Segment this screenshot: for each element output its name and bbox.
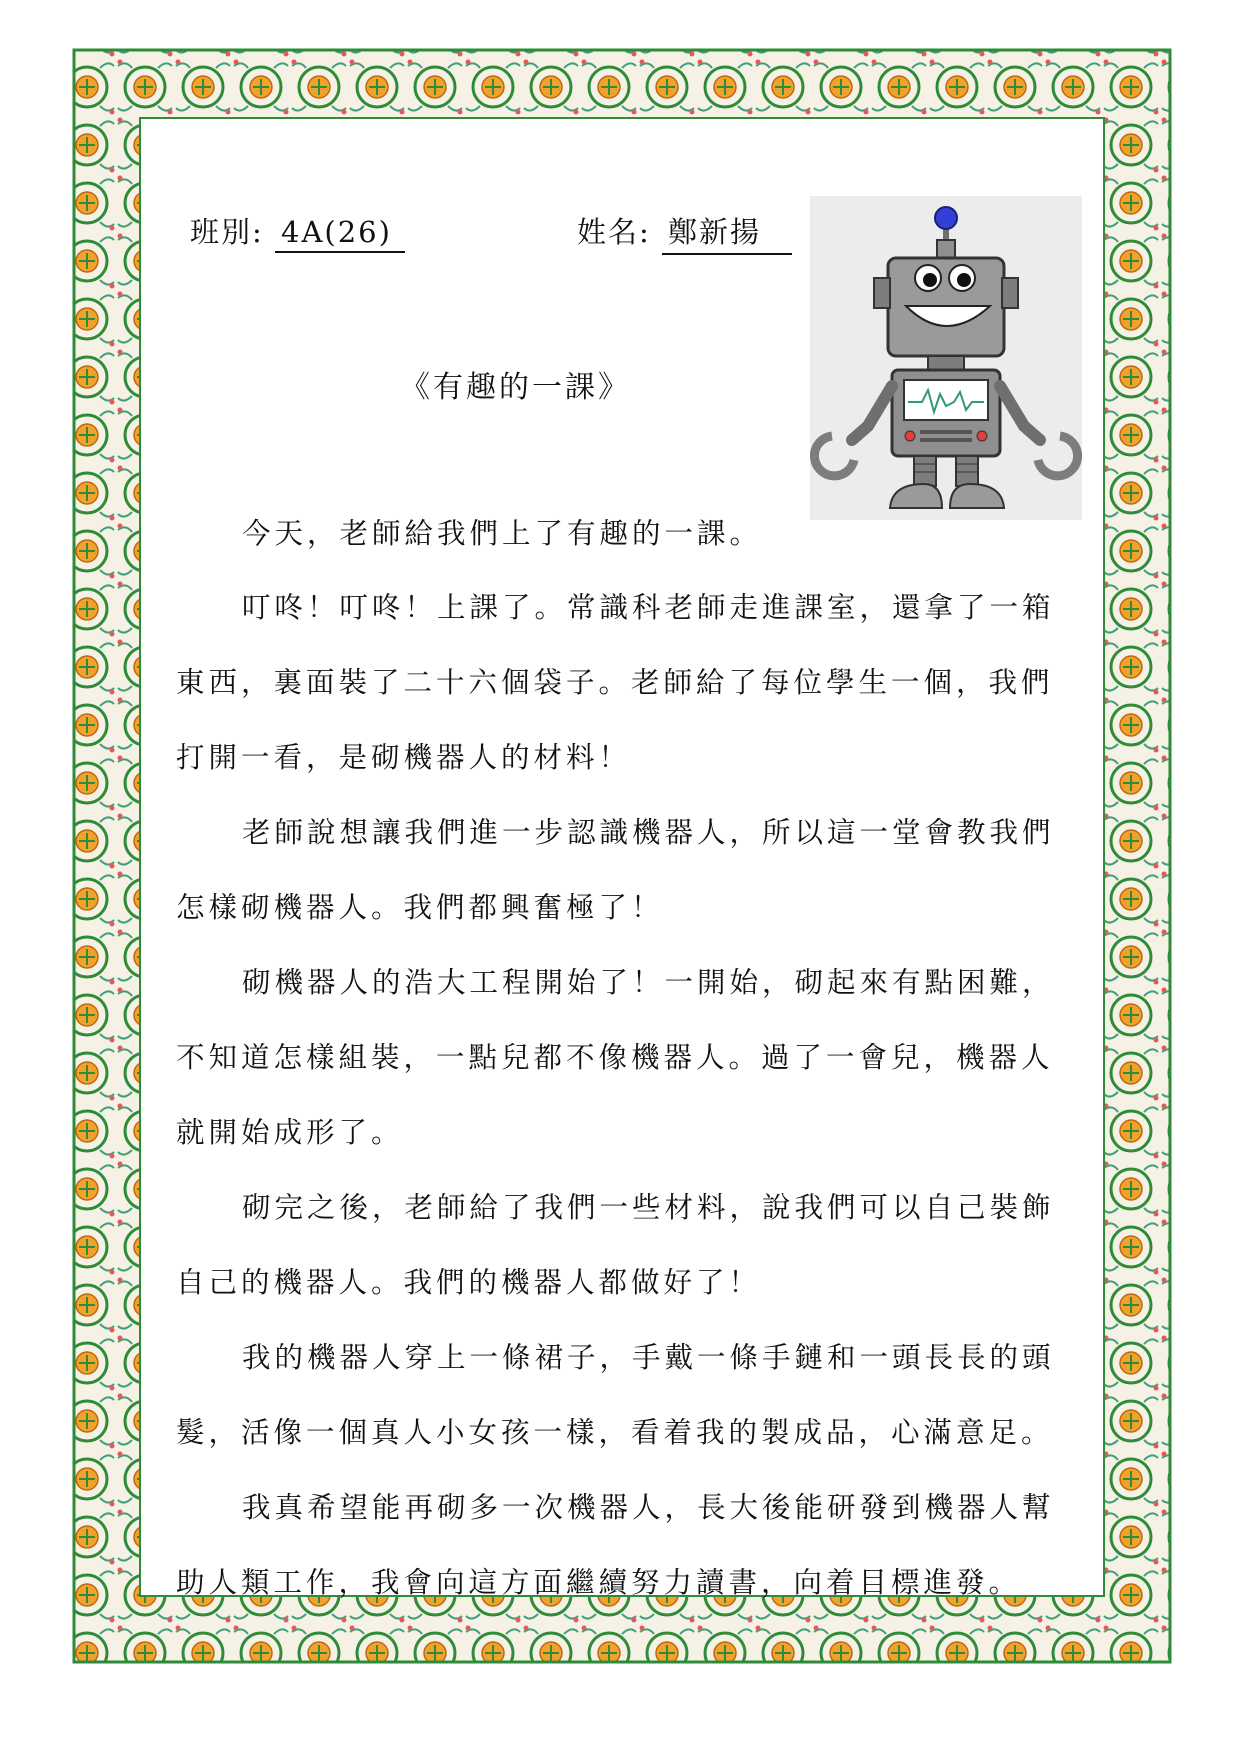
essay-paragraph: 老師說想讓我們進一步認識機器人，所以這一堂會教我們怎樣砌機器人。我們都興奮極了！: [176, 816, 1055, 924]
class-label: 班別:: [190, 215, 264, 249]
name-field: [577, 210, 792, 255]
name-value: 鄭新揚: [662, 210, 792, 255]
essay-paragraph: 我的機器人穿上一條裙子，手戴一條手鏈和一頭長長的頭髮，活像一個真人小女孩一樣，看着我的製成品，心滿意足。: [176, 1341, 1055, 1449]
essay-paragraph: 今天，老師給我們上了有趣的一課。: [242, 517, 763, 550]
essay-paragraph: 砌完之後，老師給了我們一些材料，說我們可以自己裝飾自己的機器人。我們的機器人都做好了！: [176, 1191, 1055, 1299]
robot-icon: [810, 196, 1082, 520]
class-field: [190, 210, 405, 253]
name-label: 姓名:: [577, 215, 651, 249]
essay-paragraph: 我真希望能再砌多一次機器人，長大後能研發到機器人幫助人類工作，我會向這方面繼續努力讀書，向着目標進發。: [176, 1491, 1055, 1599]
essay-paragraph: 叮咚！叮咚！上課了。常識科老師走進課室，還拿了一箱東西，裏面裝了二十六個袋子。老師給了每位學生一個，我們打開一看，是砌機器人的材料！: [176, 591, 1055, 774]
essay-title: 《有趣的一課》: [400, 370, 631, 405]
class-value: 4A(26): [275, 215, 405, 253]
essay-paragraph: 砌機器人的浩大工程開始了！一開始，砌起來有點困難，不知道怎樣組裝，一點兒都不像機器人。過了一會兒，機器人就開始成形了。: [176, 966, 1055, 1149]
